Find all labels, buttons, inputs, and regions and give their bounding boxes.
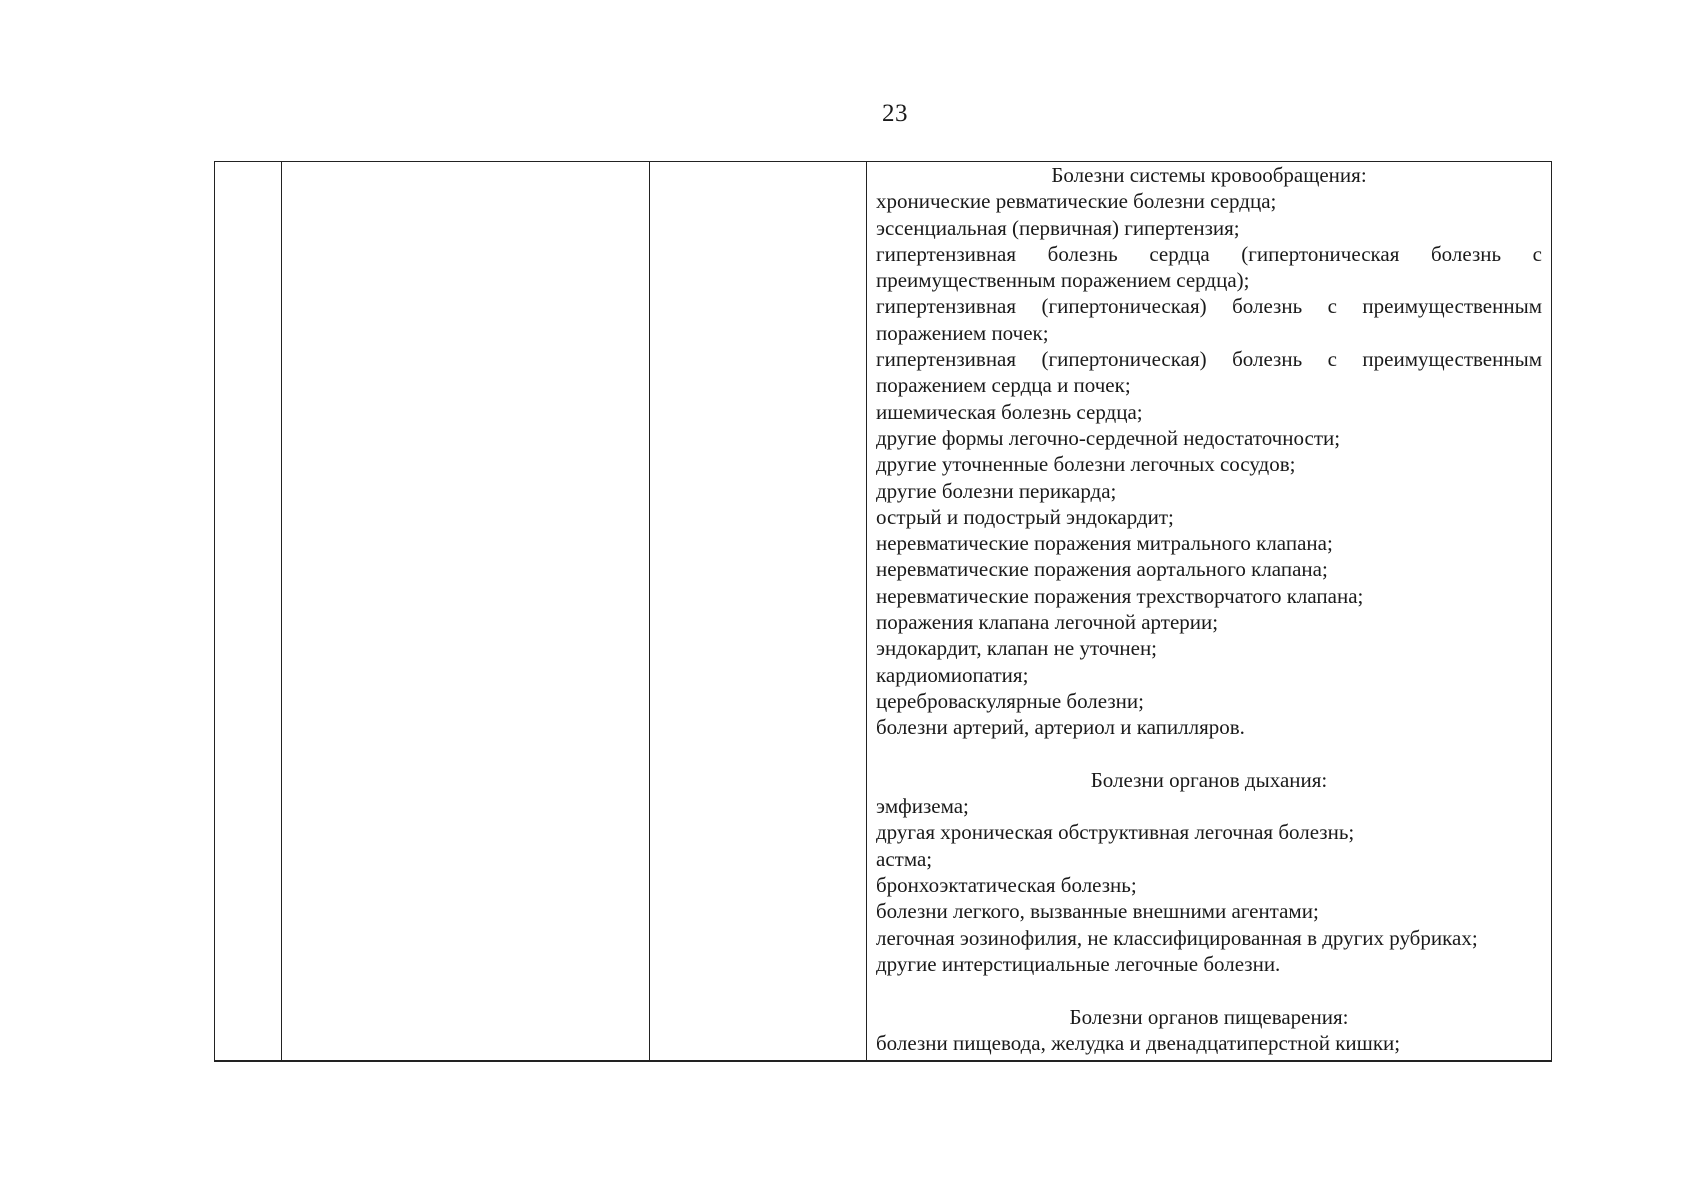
section-heading-circulatory: Болезни системы кровообращения:	[1051, 163, 1367, 187]
table-cell-name	[282, 162, 650, 1062]
list-item: другая хроническая обструктивная легочная болезнь;	[876, 820, 1355, 845]
list-item: неревматические поражения аортального клапана;	[876, 557, 1328, 582]
list-item: поражения клапана легочной артерии;	[876, 610, 1219, 635]
list-item: гипертензивная (гипертоническая) болезнь с преимущественным поражением сердца и почек;	[876, 347, 1542, 398]
table-row	[215, 162, 1552, 1062]
list-item: другие болезни перикарда;	[876, 478, 1117, 503]
list-item: другие интерстициальные легочные болезни.	[876, 951, 1281, 976]
list-item: другие формы легочно-сердечной недостаточности;	[876, 425, 1341, 450]
list-item: болезни пищевода, желудка и двенадцатиперстной кишки;	[876, 1030, 1401, 1055]
list-item: астма;	[876, 846, 933, 871]
list-item: гипертензивная (гипертоническая) болезнь с преимущественным поражением почек;	[876, 294, 1542, 345]
list-item: другие уточненные болезни легочных сосудов;	[876, 452, 1296, 477]
section-spacer	[876, 977, 1542, 1003]
list-item: хронические ревматические болезни сердца;	[876, 189, 1277, 214]
list-item: острый и подострый эндокардит;	[876, 504, 1174, 529]
table-cell-code	[650, 162, 867, 1062]
list-item: неревматические поражения митрального клапана;	[876, 531, 1333, 556]
list-item: ишемическая болезнь сердца;	[876, 399, 1143, 424]
section-spacer	[876, 741, 1542, 767]
list-item: гипертензивная болезнь сердца (гипертоническая болезнь с преимущественным поражением сердца);	[876, 241, 1542, 293]
list-item: эндокардит, клапан не уточнен;	[876, 636, 1158, 661]
list-item: болезни артерий, артериол и капилляров.	[876, 715, 1245, 740]
list-item: легочная эозинофилия, не классифицированная в других рубриках;	[876, 925, 1478, 950]
section-heading-digestive: Болезни органов пищеварения:	[1069, 1004, 1349, 1029]
list-item: неревматические поражения трехстворчатого клапана;	[876, 583, 1364, 608]
table-cell-diseases	[867, 162, 1552, 1062]
section-heading-respiratory: Болезни органов дыхания:	[1090, 767, 1328, 792]
document-table	[214, 161, 1552, 1062]
page-number: 23	[882, 100, 908, 127]
list-item: кардиомиопатия;	[876, 662, 1029, 687]
list-item: эссенциальная (первичная) гипертензия;	[876, 215, 1240, 240]
list-item: эмфизема;	[876, 794, 969, 819]
list-item: цереброваскулярные болезни;	[876, 688, 1144, 713]
table-cell-number	[215, 162, 282, 1062]
list-item: бронхоэктатическая болезнь;	[876, 873, 1137, 898]
list-item: болезни легкого, вызванные внешними агентами;	[876, 899, 1319, 924]
